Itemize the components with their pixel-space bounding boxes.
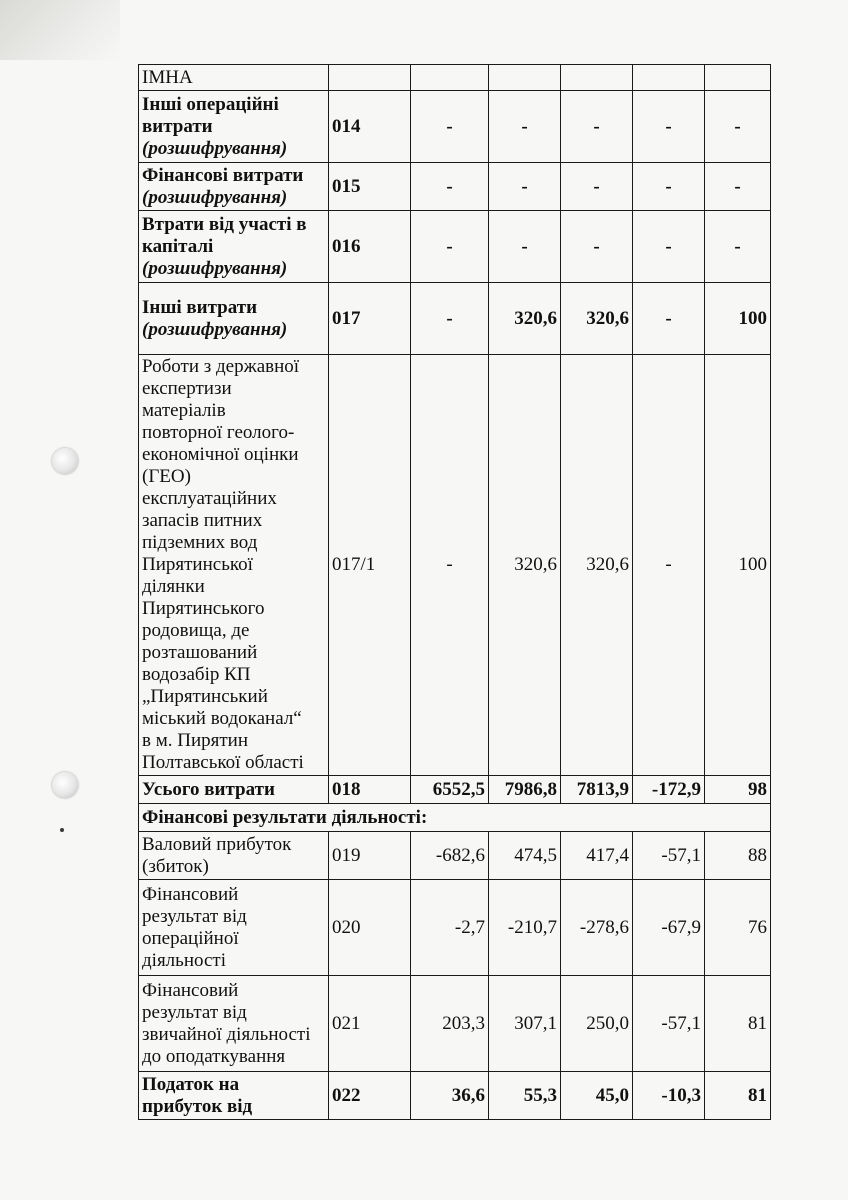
table-row <box>139 355 771 776</box>
row-label-line: Фінансові витрати <box>142 164 304 186</box>
row-label-line: в м. Пирятин <box>142 730 249 751</box>
row-label-line: Фінансовий <box>142 883 239 905</box>
row-label-line: економічної оцінки <box>142 444 299 465</box>
row-label-line: Пирятинської <box>142 554 253 575</box>
row-label <box>139 211 329 283</box>
value-cell: -67,9 <box>633 880 705 976</box>
value-cell: -682,6 <box>411 832 489 880</box>
row-label-line: прибуток від <box>142 1095 253 1117</box>
value-cell: 320,6 <box>489 283 561 355</box>
value-cell: 100 <box>705 283 771 355</box>
table-row <box>139 163 771 211</box>
value-cell: - <box>705 163 771 211</box>
row-label-line: звичайної діяльності <box>142 1023 311 1045</box>
value-cell: - <box>411 163 489 211</box>
row-label-line: підземних вод <box>142 532 258 553</box>
value-cell: -10,3 <box>633 1072 705 1120</box>
value-cell: - <box>633 355 705 776</box>
value-cell: - <box>489 91 561 163</box>
table-row <box>139 91 771 163</box>
value-cell <box>633 65 705 91</box>
value-cell: 320,6 <box>561 355 633 776</box>
value-cell: - <box>411 355 489 776</box>
value-cell: -210,7 <box>489 880 561 976</box>
table-row <box>139 880 771 976</box>
row-label-line: повторної геолого- <box>142 422 295 443</box>
value-cell <box>705 65 771 91</box>
row-code: 017 <box>329 283 411 355</box>
row-code: 022 <box>329 1072 411 1120</box>
table-row <box>139 283 771 355</box>
value-cell: 100 <box>705 355 771 776</box>
value-cell: 81 <box>705 1072 771 1120</box>
value-cell: - <box>411 91 489 163</box>
value-cell: -57,1 <box>633 832 705 880</box>
row-label <box>139 65 329 91</box>
section-title: Фінансові результати діяльності: <box>139 804 771 832</box>
value-cell: 320,6 <box>489 355 561 776</box>
punch-hole-icon <box>52 772 78 798</box>
value-cell: - <box>633 283 705 355</box>
row-label-line: (збиток) <box>142 855 209 877</box>
row-label-line: Усього витрати <box>142 778 275 800</box>
table-row <box>139 1072 771 1120</box>
punch-hole-icon <box>52 448 78 474</box>
row-label-note: (розшифрування) <box>142 137 288 159</box>
table-row <box>139 776 771 804</box>
row-label-note: (розшифрування) <box>142 257 288 279</box>
value-cell: 6552,5 <box>411 776 489 804</box>
value-cell: - <box>561 163 633 211</box>
row-label <box>139 832 329 880</box>
value-cell: - <box>633 91 705 163</box>
financial-results-table <box>138 64 771 1120</box>
value-cell: - <box>633 163 705 211</box>
value-cell: 88 <box>705 832 771 880</box>
row-label-line: до оподаткування <box>142 1045 286 1067</box>
row-label-note: (розшифрування) <box>142 186 288 208</box>
table-row <box>139 976 771 1072</box>
row-label-line: ІМНА <box>142 66 193 88</box>
value-cell: - <box>705 211 771 283</box>
table-row <box>139 211 771 283</box>
value-cell: 320,6 <box>561 283 633 355</box>
value-cell: 417,4 <box>561 832 633 880</box>
row-code: 016 <box>329 211 411 283</box>
value-cell: - <box>411 211 489 283</box>
value-cell: 7986,8 <box>489 776 561 804</box>
value-cell: 45,0 <box>561 1072 633 1120</box>
row-label <box>139 880 329 976</box>
row-label <box>139 976 329 1072</box>
row-code: 018 <box>329 776 411 804</box>
row-code <box>329 65 411 91</box>
row-label-line: Полтавської області <box>142 752 304 773</box>
row-label-line: ділянки <box>142 576 205 597</box>
value-cell: 76 <box>705 880 771 976</box>
row-code: 015 <box>329 163 411 211</box>
row-label-line: Роботи з державної <box>142 356 300 377</box>
value-cell: - <box>561 211 633 283</box>
row-label-line: розташований <box>142 642 258 663</box>
row-label <box>139 1072 329 1120</box>
value-cell: 307,1 <box>489 976 561 1072</box>
value-cell: 36,6 <box>411 1072 489 1120</box>
value-cell: - <box>489 211 561 283</box>
row-code: 017/1 <box>329 355 411 776</box>
row-code: 014 <box>329 91 411 163</box>
value-cell: -278,6 <box>561 880 633 976</box>
value-cell: 55,3 <box>489 1072 561 1120</box>
value-cell: - <box>561 91 633 163</box>
row-label-line: експертизи <box>142 378 232 399</box>
row-label <box>139 163 329 211</box>
row-label-line: (ГЕО) <box>142 466 191 487</box>
row-label-line: капіталі <box>142 235 214 257</box>
row-label <box>139 776 329 804</box>
table-body <box>139 65 771 1120</box>
value-cell: 81 <box>705 976 771 1072</box>
row-label-line: витрати <box>142 115 213 137</box>
table-row <box>139 65 771 91</box>
row-label-line: результат від <box>142 1001 247 1023</box>
value-cell <box>489 65 561 91</box>
row-code: 019 <box>329 832 411 880</box>
row-label-line: результат від <box>142 905 247 927</box>
value-cell: - <box>489 163 561 211</box>
row-label-line: Втрати від участі в <box>142 213 307 235</box>
row-label-line: Інші витрати <box>142 296 258 318</box>
row-label-line: „Пирятинський <box>142 686 268 707</box>
row-label <box>139 91 329 163</box>
row-label-line: Інші операційні <box>142 93 279 115</box>
value-cell: - <box>411 283 489 355</box>
row-label-line: міський водоканал“ <box>142 708 302 729</box>
scan-speck <box>60 828 64 832</box>
row-label-line: експлуатаційних <box>142 488 277 509</box>
value-cell: 203,3 <box>411 976 489 1072</box>
row-label-note: (розшифрування) <box>142 318 288 340</box>
value-cell: -172,9 <box>633 776 705 804</box>
row-label-line: Податок на <box>142 1073 240 1095</box>
value-cell: 7813,9 <box>561 776 633 804</box>
row-label-line: Пирятинського <box>142 598 265 619</box>
value-cell: 474,5 <box>489 832 561 880</box>
value-cell: -2,7 <box>411 880 489 976</box>
row-label-line: діяльності <box>142 949 226 971</box>
value-cell: - <box>633 211 705 283</box>
row-label-line: матеріалів <box>142 400 226 421</box>
value-cell: -57,1 <box>633 976 705 1072</box>
value-cell: - <box>705 91 771 163</box>
row-label-line: водозабір КП <box>142 664 251 685</box>
row-code: 020 <box>329 880 411 976</box>
value-cell: 98 <box>705 776 771 804</box>
value-cell: 250,0 <box>561 976 633 1072</box>
page-corner-fold <box>0 0 120 60</box>
row-label-line: Фінансовий <box>142 979 239 1001</box>
row-label-line: операційної <box>142 927 239 949</box>
row-label <box>139 355 329 776</box>
value-cell <box>561 65 633 91</box>
row-label-line: запасів питних <box>142 510 263 531</box>
row-label <box>139 283 329 355</box>
row-code: 021 <box>329 976 411 1072</box>
value-cell <box>411 65 489 91</box>
table-row <box>139 832 771 880</box>
table-row <box>139 804 771 832</box>
row-label-line: Валовий прибуток <box>142 833 292 855</box>
row-label-line: родовища, де <box>142 620 250 641</box>
